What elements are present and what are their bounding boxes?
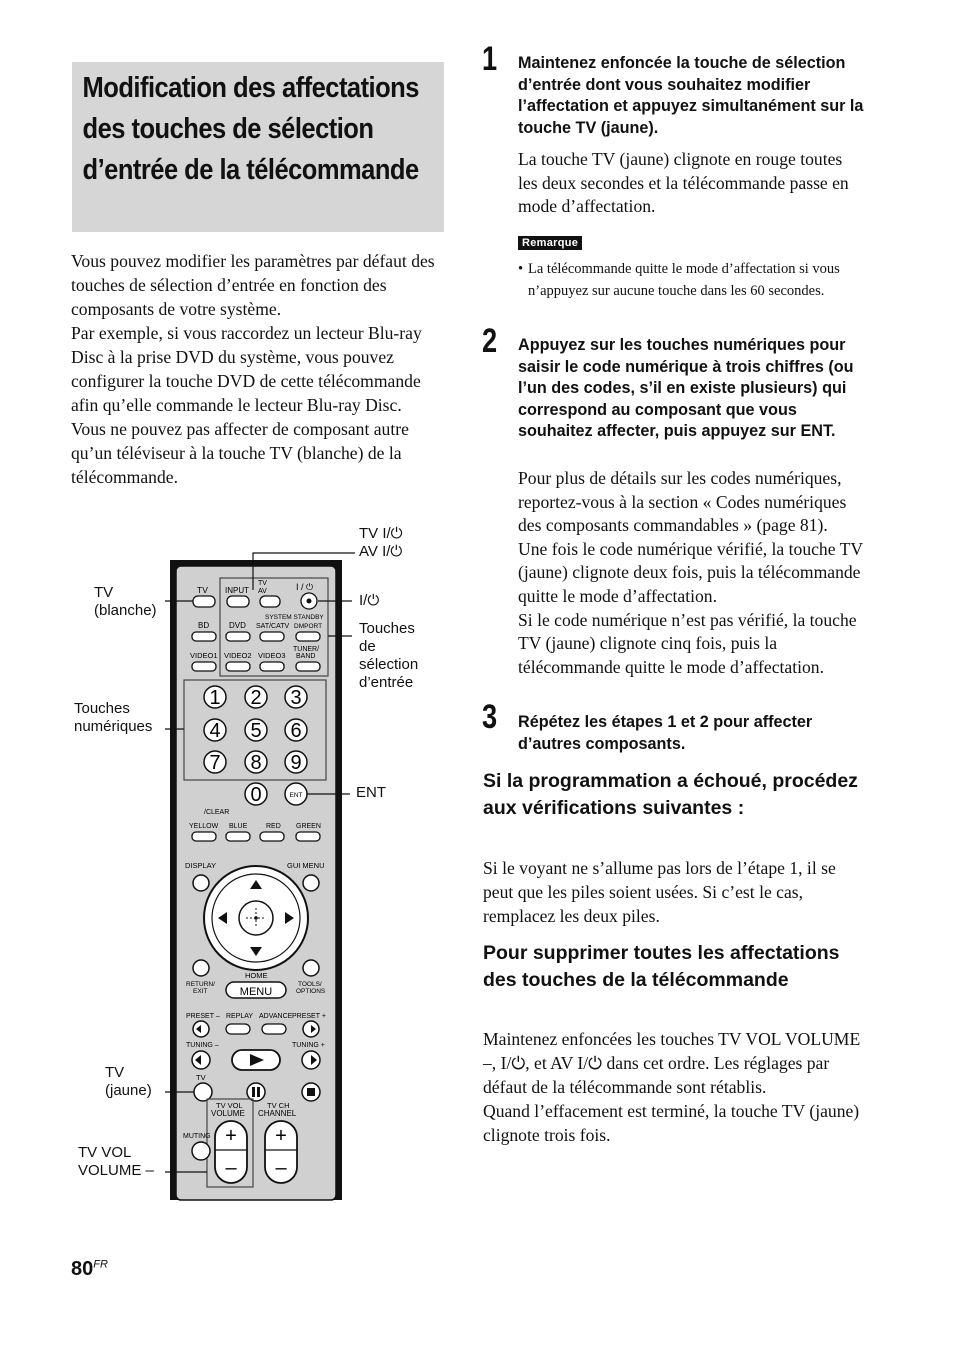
yellow-button [192, 832, 216, 841]
callout-tv-yellow [105, 1064, 152, 1100]
remote-advance-label: ADVANCE [259, 1013, 293, 1020]
advance-button [262, 1024, 286, 1034]
remark-note [518, 259, 863, 302]
vol-minus-sign: – [225, 1157, 237, 1179]
callout-tv-vol-text-2: VOLUME – [78, 1162, 154, 1179]
remote-display-label: DISPLAY [185, 861, 217, 870]
remark-bullet: • [518, 261, 524, 277]
remote-green-label: GREEN [296, 823, 321, 830]
remote-return-label-2: EXIT [193, 988, 208, 995]
remote-preset-minus-label: PRESET – [186, 1013, 220, 1020]
remote-input-label: INPUT [225, 586, 249, 595]
video3-button [260, 662, 284, 671]
callout-num-keys-text-2: numériques [74, 718, 153, 735]
callout-input-keys-text-3: sélection [359, 656, 419, 673]
callout-tv-vol-text-1: TV VOL [78, 1144, 132, 1161]
remote-video1-label: VIDEO1 [190, 651, 218, 660]
step-1-body-text: La touche TV (jaune) clignote en rouge toutes les deux secondes et la télécommande passe en mode d’affectation. [518, 149, 849, 217]
video1-button [192, 662, 216, 671]
remote-tvch-label-2: CHANNEL [258, 1109, 297, 1118]
dvd-button [226, 632, 250, 641]
green-button [296, 832, 320, 841]
remote-dvd-label: DVD [229, 621, 246, 630]
callout-tv-white-text-1: TV [94, 584, 114, 601]
remote-red-label: RED [266, 823, 281, 830]
remote-tv-yellow-label: TV [196, 1073, 206, 1082]
sat-catv-button [260, 632, 284, 641]
replay-button [226, 1024, 250, 1034]
remote-menu-label: MENU [239, 986, 273, 998]
section-1-body [483, 856, 863, 928]
callout-tv-yellow-text-1: TV [105, 1064, 125, 1081]
muting-button [192, 1142, 210, 1160]
step-2-body-text-1: Pour plus de détails sur les codes numériques, reportez-vous à la section « Codes numériques des composants commandables » (page 81). [518, 468, 847, 536]
section-1-heading: Si la programmation a échoué, procédez aux vérifications suivantes : [483, 770, 858, 819]
digit-6: 6 [290, 720, 302, 742]
remote-tuning-plus-label: TUNING + [292, 1042, 325, 1049]
page-number-suffix: FR [93, 1258, 108, 1271]
remote-blue-label: BLUE [229, 823, 248, 830]
step-1-number: 1 [482, 40, 498, 78]
tv-white-button [193, 596, 215, 607]
page-title: Modification des affectations des touches de sélection d’entrée de la télécommande [82, 72, 419, 186]
digit-8: 8 [250, 752, 262, 774]
remote-tuner-label-1: TUNER/ [293, 646, 320, 653]
remote-video2-label: VIDEO2 [224, 651, 252, 660]
remote-bd-label: BD [198, 621, 210, 630]
intro-paragraph-2: Par exemple, si vous raccordez un lecteur Blu-ray Disc à la prise DVD du système, vous pouvez configurer la touche DVD de cette télécommande afin qu’elle commande le lecteur Blu-ray Disc. [71, 323, 422, 415]
pause-button [247, 1083, 265, 1101]
step-2-body-text-2: Une fois le code numérique vérifié, la touche TV (jaune) clignote deux fois, puis la télécommande quitte le mode d’affectation. [518, 538, 863, 606]
callout-power [359, 592, 379, 610]
remote-system-standby-label: SYSTEM STANDBY [265, 614, 324, 621]
tv-av-power-button [260, 596, 280, 607]
intro-paragraph-1: Vous pouvez modifier les paramètres par défaut des touches de sélection d’entrée en fonction des composants de votre système. [71, 251, 435, 319]
remote-return-label-1: RETURN/ [186, 981, 215, 988]
callout-num-keys [74, 700, 152, 736]
remote-av-small-label: AV [258, 588, 267, 595]
digit-5: 5 [250, 720, 262, 742]
remote-sat-catv-label: SAT/CATV [256, 623, 290, 630]
step-2-body [518, 467, 863, 679]
callout-av-power-text: AV I/⏻ [359, 543, 403, 560]
remote-tools-label-2: OPTIONS [296, 988, 326, 995]
input-button [227, 596, 249, 607]
remote-tv-label: TV [197, 585, 208, 595]
remote-tvch-label-1: TV CH [267, 1101, 290, 1110]
remote-replay-label: REPLAY [226, 1013, 254, 1020]
callout-input-keys-text-2: de [359, 638, 376, 655]
step-1-heading: Maintenez enfoncée la touche de sélection d’entrée dont vous souhaitez modifier l’affectation et appuyez simultanément sur la touche TV (jaune). [518, 54, 864, 137]
remote-power-symbol: I / ⏻ [296, 582, 314, 592]
section-2-body-text-2: Quand l’effacement est terminé, la touche TV (jaune) clignote trois fois. [483, 1101, 860, 1145]
blue-button [226, 832, 250, 841]
step-2-body-text-3: Si le code numérique n’est pas vérifié, la touche TV (jaune) clignote cinq fois, puis la télécommande quitte le mode d’affectation. [518, 609, 857, 677]
remote-video3-label: VIDEO3 [258, 651, 286, 660]
callout-power-text: I/⏻ [359, 592, 380, 609]
section-2-body [483, 1027, 863, 1147]
page-number-value: 80 [71, 1258, 94, 1280]
intro-paragraph-3: Vous ne pouvez pas affecter de composant autre qu’un téléviseur à la touche TV (blanche) de la télécommande. [71, 419, 409, 487]
callout-input-keys-text-1: Touches [359, 620, 415, 637]
remote-tvvol-label-2: VOLUME [211, 1109, 245, 1118]
step-3-heading: Répétez les étapes 1 et 2 pour affecter d’autres composants. [518, 713, 813, 753]
remark-badge: Remarque [518, 236, 582, 250]
remote-dmport-label: DMPORT [294, 623, 323, 630]
remote-tuning-minus-label: TUNING – [186, 1042, 219, 1049]
callout-tv-yellow-text-2: (jaune) [105, 1082, 152, 1099]
callout-tv-white [94, 584, 157, 620]
return-exit-button [193, 960, 209, 976]
remote-muting-label: MUTING [183, 1133, 211, 1140]
directional-pad [204, 866, 308, 970]
tuner-band-button [296, 662, 320, 671]
gui-menu-button [303, 875, 319, 891]
step-2-heading: Appuyez sur les touches numériques pour saisir le code numérique à trois chiffres (ou l’un des codes, s’il en existe plusieurs) qui correspond au composant que vous souhaitez affecter, puis appuyez sur ENT. [518, 336, 854, 441]
ch-plus-sign: + [275, 1125, 287, 1147]
tools-options-button [303, 960, 319, 976]
remote-gui-menu-label: GUI MENU [287, 861, 325, 870]
callout-num-keys-text-1: Touches [74, 700, 130, 717]
remote-home-label: HOME [245, 971, 268, 980]
bd-button [192, 632, 216, 641]
remote-tuner-label-2: BAND [296, 653, 316, 660]
digit-2: 2 [250, 687, 262, 709]
callout-tv-white-text-2: (blanche) [94, 602, 157, 619]
callout-input-keys [359, 620, 418, 692]
dmport-button [296, 632, 320, 641]
red-button [260, 832, 284, 841]
remote-preset-plus-label: PRESET + [292, 1013, 326, 1020]
digit-4: 4 [209, 720, 221, 742]
digit-0: 0 [250, 784, 262, 806]
remote-clear-label: /CLEAR [204, 809, 230, 816]
digit-9: 9 [290, 752, 302, 774]
tv-yellow-button [194, 1083, 212, 1101]
digit-7: 7 [209, 752, 221, 774]
video2-button [226, 662, 250, 671]
page-number [71, 1258, 108, 1281]
callout-input-keys-text-4: d’entrée [359, 674, 414, 691]
remark-text: La télécommande quitte le mode d’affectation si vous n’appuyez sur aucune touche dans les 60 secondes. [528, 261, 840, 299]
remote-tvvol-label-1: TV VOL [216, 1101, 243, 1110]
step-1-body [518, 148, 863, 219]
remote-tools-label-1: TOOLS/ [298, 981, 322, 988]
step-3-number: 3 [482, 698, 498, 736]
display-button [193, 875, 209, 891]
section-2-body-text-1: Maintenez enfoncées les touches TV VOL VOLUME –, I/⏻, et AV I/⏻ dans cet ordre. Les réglages par défaut de la télécommande sont rétablis. [483, 1029, 861, 1097]
callout-ent-text: ENT [356, 784, 386, 801]
ch-minus-sign: – [275, 1157, 287, 1179]
remote-ent-label: ENT [289, 792, 303, 799]
callout-tv-vol [78, 1144, 154, 1180]
vol-plus-sign: + [225, 1125, 237, 1147]
callout-tv-av-power [359, 525, 403, 561]
remote-tv-small-label: TV [258, 580, 267, 587]
remote-yellow-label: YELLOW [189, 823, 219, 830]
step-2-number: 2 [482, 322, 498, 360]
section-2-heading: Pour supprimer toutes les affectations des touches de la télécommande [483, 942, 840, 991]
section-1-body-text: Si le voyant ne s’allume pas lors de l’étape 1, il se peut que les piles soient usées. Si c’est le cas, remplacez les deux piles. [483, 858, 836, 926]
callout-tv-power-text: TV I/⏻ [359, 525, 403, 542]
digit-3: 3 [290, 687, 302, 709]
digit-1: 1 [209, 687, 221, 709]
callout-ent [356, 784, 386, 802]
